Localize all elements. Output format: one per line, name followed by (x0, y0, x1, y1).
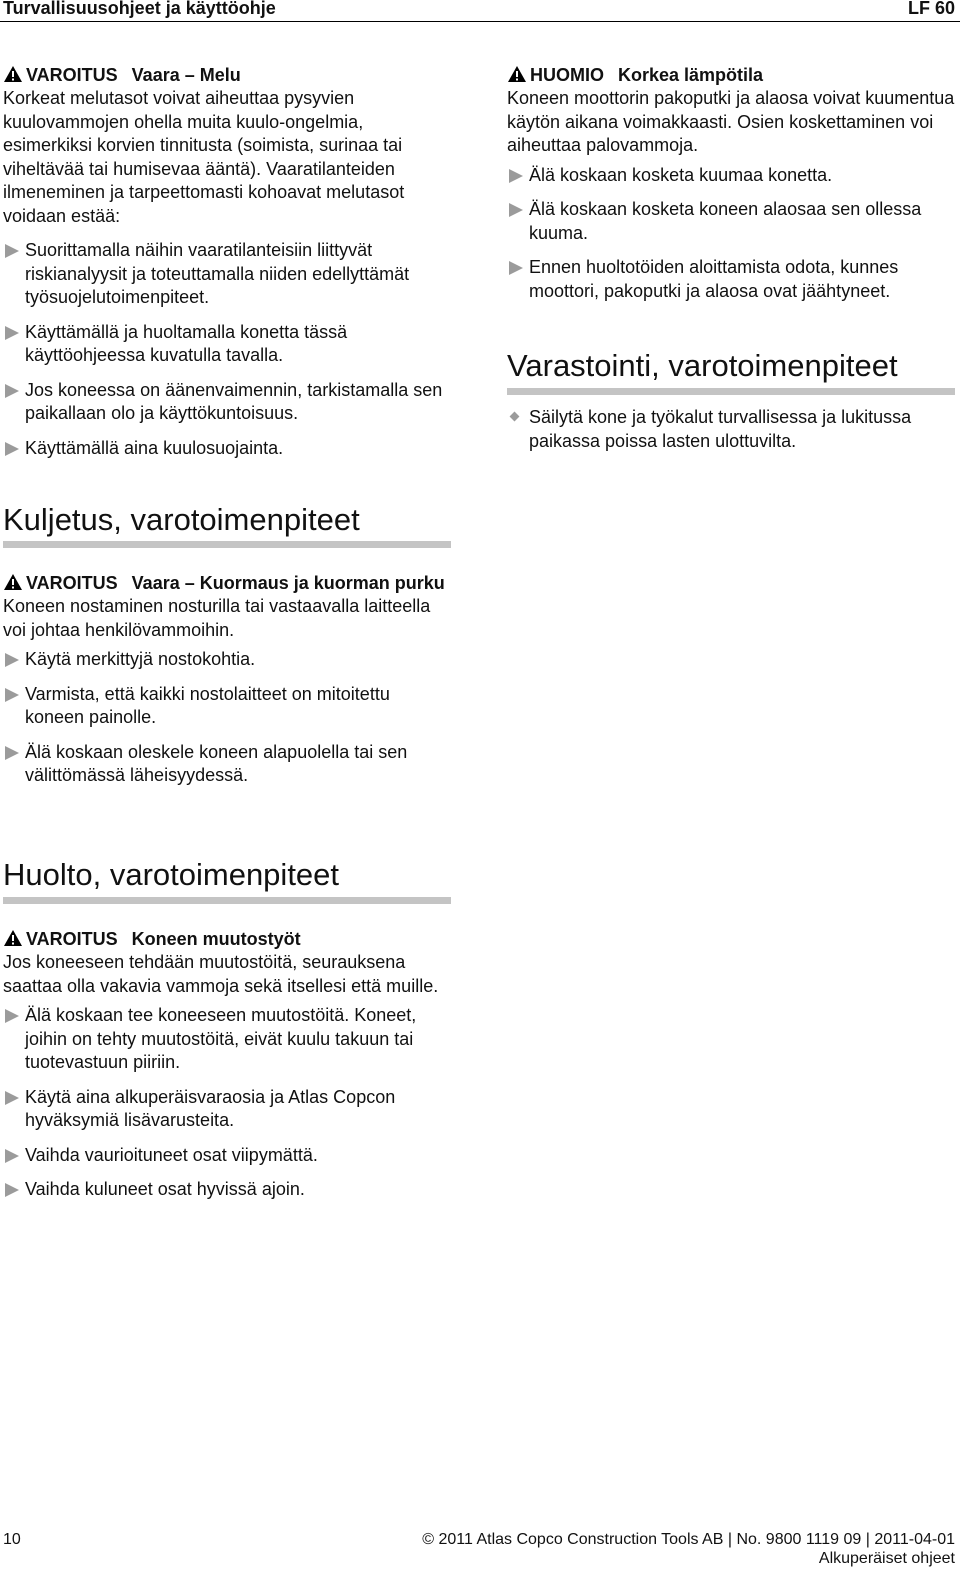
list-item-text: Vaihda vaurioituneet osat viipymättä. (25, 1144, 318, 1165)
list-item-text: Käyttämällä aina kuulosuojainta. (25, 437, 284, 458)
warning-triangle-icon (507, 65, 527, 83)
arrow-bullet-icon (5, 384, 19, 398)
heading-rule (507, 388, 955, 395)
arrow-bullet-icon (5, 688, 19, 702)
page-header (0, 0, 960, 22)
list-item (3, 379, 453, 426)
list-item-text: Säilytä kone ja työkalut turvallisessa ja lukitussa paikassa poissa lasten ulottuvilta. (529, 407, 912, 451)
list-item (3, 321, 453, 368)
notice-body: Koneen moottorin pakoputki ja alaosa voivat kuumentua käytön aikana voimakkaasti. Osien koskettaminen voi aiheuttaa palovammoja. (507, 88, 955, 155)
warning-kind: VAROITUS (26, 573, 118, 593)
list-item-text: Jos koneessa on äänenvaimennin, tarkistamalla sen paikallaan olo ja käyttökuntoisuus. (25, 379, 443, 423)
storage-section (507, 406, 957, 453)
warning-kind: VAROITUS (26, 929, 118, 949)
warning-body: Koneen nostaminen nosturilla tai vastaavalla laitteella voi johtaa henkilövammoihin. (3, 596, 431, 640)
arrow-bullet-icon (5, 1183, 19, 1197)
arrow-bullet-icon (5, 244, 19, 258)
warning-triangle-icon (3, 929, 23, 947)
arrow-bullet-icon (5, 1149, 19, 1163)
list-item-text: Suorittamalla näihin vaaratilanteisiin liittyvät riskianalyysit ja toteuttamalla niiden edellyttämät työsuojelutoimenpiteet. (25, 240, 410, 307)
list-item (3, 1004, 453, 1075)
header-title: Turvallisuusohjeet ja käyttöohje (3, 0, 276, 18)
list-item (3, 648, 453, 672)
arrow-bullet-icon (5, 653, 19, 667)
warning-heading (3, 63, 453, 87)
service-section (3, 927, 453, 1202)
list-item (507, 164, 957, 188)
arrow-bullet-icon (5, 1091, 19, 1105)
warning-triangle-icon (3, 65, 23, 83)
footer-copyright: © 2011 Atlas Copco Construction Tools AB | No. 9800 1119 09 | 2011-04-01 (422, 1531, 955, 1548)
list-item-text: Älä koskaan kosketa kuumaa konetta. (529, 164, 833, 185)
warning-triangle-icon (3, 573, 23, 591)
arrow-bullet-icon (509, 261, 523, 275)
list-item (507, 406, 957, 453)
warning-title: Koneen muutostyöt (131, 929, 301, 949)
list-item (3, 683, 453, 730)
list-item-text: Ennen huoltotöiden aloittamista odota, kunnes moottori, pakoputki ja alaosa ovat jäähtyneet. (529, 257, 899, 301)
heading-rule (3, 897, 451, 904)
list-item (507, 198, 957, 245)
diamond-bullet-icon (510, 412, 520, 422)
list-item (3, 1178, 453, 1202)
list-item-text: Älä koskaan oleskele koneen alapuolella tai sen välittömässä läheisyydessä. (25, 741, 408, 785)
warning-title: Vaara – Kuormaus ja kuorman purku (131, 573, 445, 593)
header-model: LF 60 (907, 0, 955, 18)
arrow-bullet-icon (5, 326, 19, 340)
arrow-bullet-icon (5, 746, 19, 760)
notice-kind: HUOMIO (530, 65, 604, 85)
list-item-text: Älä koskaan tee koneeseen muutostöitä. Koneet, joihin on tehty muutostöitä, eivät kuulu takuun tai tuotevastuun piiriin. (25, 1005, 417, 1072)
list-item-text: Käytä merkittyjä nostokohtia. (25, 649, 256, 669)
warning-heading (3, 927, 453, 951)
page-number: 10 (3, 1531, 21, 1548)
arrow-bullet-icon (509, 203, 523, 217)
list-item (3, 437, 453, 461)
arrow-bullet-icon (5, 442, 19, 456)
heading-rule (3, 541, 451, 548)
service-heading: Huolto, varotoimenpiteet (3, 857, 340, 892)
list-item-text: Älä koskaan kosketa koneen alaosaa sen ollessa kuuma. (529, 199, 922, 243)
list-item-text: Käyttämällä ja huoltamalla konetta tässä käyttöohjeessa kuvatulla tavalla. (25, 321, 348, 365)
warning-heading (3, 571, 453, 595)
warning-body: Jos koneeseen tehdään muutostöitä, seurauksena saattaa olla vakavia vammoja sekä itsellesi että muille. (3, 952, 439, 996)
list-item (3, 239, 453, 310)
noise-warning-section (3, 63, 453, 460)
arrow-bullet-icon (509, 169, 523, 183)
list-item (3, 1144, 453, 1168)
transport-heading: Kuljetus, varotoimenpiteet (3, 502, 360, 537)
list-item-text: Käytä aina alkuperäisvaraosia ja Atlas Copcon hyväksymiä lisävarusteita. (25, 1086, 396, 1130)
list-item (507, 256, 957, 303)
arrow-bullet-icon (5, 1009, 19, 1023)
notice-heading (507, 63, 957, 87)
warning-body: Korkeat melutasot voivat aiheuttaa pysyvien kuulovammojen ohella muita kuulo-ongelmia, esimerkiksi korvien tinnitusta (soimista, surinaa tai viheltävää tai humisevaa ääntä). Vaaratilanteiden ilmeneminen ja tarpeettomasti kohoavat melutasot voidaan estää: (3, 88, 405, 226)
storage-heading: Varastointi, varotoimenpiteet (507, 348, 898, 383)
heat-notice-section (507, 63, 957, 303)
transport-section (3, 571, 453, 788)
list-item (3, 1086, 453, 1133)
list-item (3, 741, 453, 788)
list-item-text: Vaihda kuluneet osat hyvissä ajoin. (25, 1179, 305, 1199)
warning-title: Vaara – Melu (131, 65, 241, 85)
footer-note: Alkuperäiset ohjeet (818, 1550, 955, 1567)
notice-title: Korkea lämpötila (618, 65, 764, 85)
warning-kind: VAROITUS (26, 65, 118, 85)
list-item-text: Varmista, että kaikki nostolaitteet on mitoitettu koneen painolle. (25, 683, 390, 727)
